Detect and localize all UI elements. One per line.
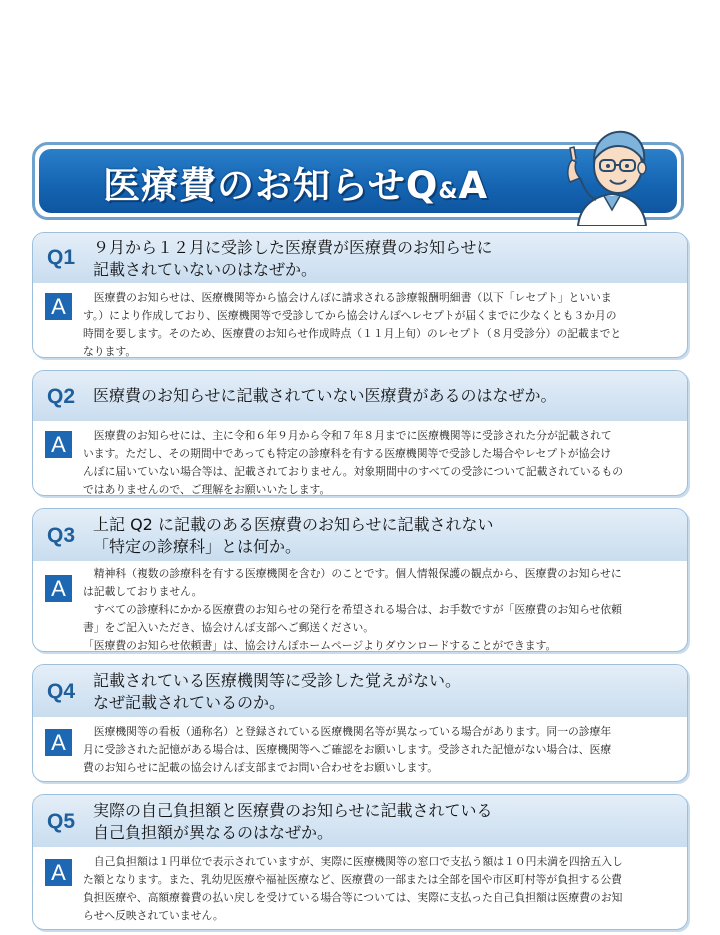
- question-band: [33, 371, 687, 421]
- question-band: [33, 795, 687, 847]
- qa-item-4: [32, 664, 688, 782]
- question-text: 上記 Q2 に記載のある医療費のお知らせに記載されない 「特定の診療科」とは何か。: [93, 515, 494, 556]
- answer-text: 医療機関等の看板（通称名）と登録されている医療機関名等が異なっている場合があります。同一の診療年 月に受診された記憶がある場合は、医療機関等へご確認をお願いします。受診された記憶がない場合は、医療 費のお知らせに記載の協会けんぽ支部までお問い合わせをお願いします。: [83, 725, 612, 774]
- question-text: ９月から１２月に受診した医療費が医療費のお知らせに 記載されていないのはなぜか。: [93, 238, 493, 279]
- question-number: Q1: [47, 246, 76, 269]
- answer-text: 自己負担額は１円単位で表示されていますが、実際に医療機関等の窓口で支払う額は１０円未満を四捨五入し た額となります。また、乳幼児医療や福祉医療など、医療費の一部または全部を国や市区町村等が負担する公費 負担医療や、高額療養費の払い戻しを受けている場合等については、実際に支払った自己負担額は医療費のお知 らせへ反映されていません。: [83, 855, 623, 922]
- question-text: 実際の自己負担額と医療費のお知らせに記載されている 自己負担額が異なるのはなぜか。: [93, 801, 493, 842]
- answer-label: A: [45, 431, 72, 458]
- answer-text: 精神科（複数の診療科を有する医療機関を含む）のことです。個人情報保護の観点から、医療費のお知らせに は記載しておりません。 すべての診療科にかかる医療費のお知らせの発行を希望される場合は、お手数ですが「医療費のお知らせ依頼 書」をご記入いただき、協会けんぽ支部へご郵送ください。 「医療費のお知らせ依頼書」は、協会けんぽホームページよりダウンロードすることができます。: [83, 567, 622, 652]
- question-text: 記載されている医療機関等に受診した覚えがない。 なぜ記載されているのか。: [93, 671, 462, 712]
- question-band: [33, 509, 687, 561]
- answer-text: 医療費のお知らせは、医療機関等から協会けんぽに請求される診療報酬明細書（以下「レセプト」といいま す。）により作成しており、医療機関等で受診してから協会けんぽへレセプトが届くまでに少なくとも３か月の 時間を要します。そのため、医療費のお知らせ作成時点（１１月上旬）のレセプト（８月受診分）の記載までと なります。: [83, 291, 622, 358]
- qa-item-1: [32, 232, 688, 358]
- question-band: [33, 233, 687, 283]
- qa-item-5: [32, 794, 688, 930]
- page-title: 医療費のお知らせQ&A: [103, 164, 489, 207]
- qa-item-2: [32, 370, 688, 496]
- qa-item-3: [32, 508, 688, 652]
- answer-label: A: [45, 293, 72, 320]
- question-number: Q4: [47, 680, 76, 703]
- answer-label: A: [45, 859, 72, 886]
- question-band: [33, 665, 687, 717]
- answer-label: A: [45, 729, 72, 756]
- question-text: 医療費のお知らせに記載されていない医療費があるのはなぜか。: [93, 386, 557, 405]
- question-number: Q3: [47, 524, 76, 547]
- question-number: Q2: [47, 385, 76, 408]
- question-number: Q5: [47, 810, 76, 833]
- doctor-mascot-illustration: [556, 124, 668, 226]
- answer-text: 医療費のお知らせには、主に令和６年９月から令和７年８月までに医療機関等に受診された分が記載されて います。ただし、その期間中であっても特定の診療科を有する医療機関等で受診した場合やレセプトが協会け んぽに届いていない場合等は、記載されておりません。対象期間中のすべての受診について記載されているもの ではありませんので、ご理解をお願いいたします。: [83, 429, 624, 496]
- answer-label: A: [45, 575, 72, 602]
